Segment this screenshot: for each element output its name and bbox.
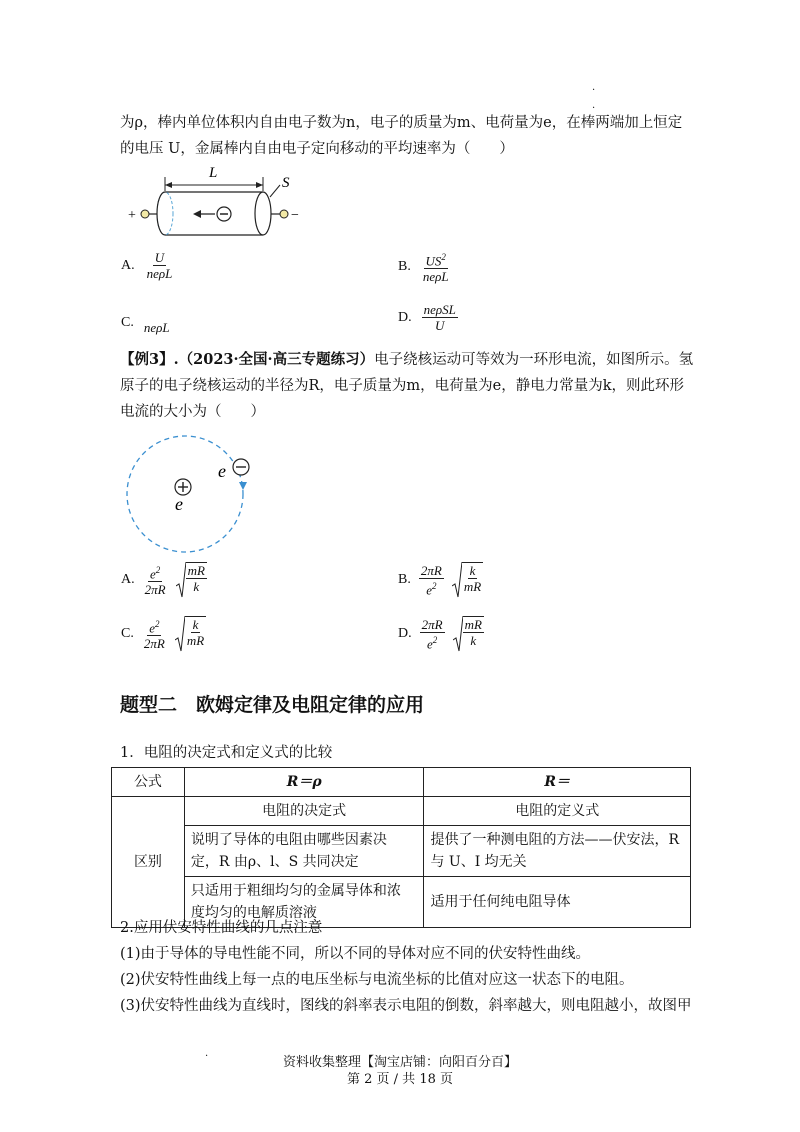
table-cell: R＝ρ — [184, 768, 424, 797]
footer-dot: . — [205, 1048, 209, 1059]
footer-source: 资料收集整理【淘宝店铺：向阳百分百】 — [282, 1055, 517, 1070]
q2-line1: 为ρ，棒内单位体积内自由电子数为n，电子的质量为m、电荷量为e，在棒两端加上恒定 — [120, 115, 683, 131]
q3-option-c: C. $\frac{e^2}{2\pi R}$ $\frac{k}{mR}$ — [121, 617, 205, 652]
q2-option-d: D. $\frac{\text{neρSL}}{U}$ — [398, 302, 456, 333]
q2-option-a: A. $\frac{U}{\text{neρL}}$ — [121, 250, 173, 281]
q3-source: （2023·全国·高三专题练习） — [178, 351, 375, 368]
header-dot: . — [592, 82, 596, 93]
area-label: S — [282, 175, 290, 191]
q3-tag: 【例3】. — [120, 351, 179, 368]
section-title: 题型二 欧姆定律及电阻定律的应用 — [120, 694, 425, 716]
table-cell: 适用于任何纯电阻导体 — [424, 877, 691, 928]
length-label: L — [209, 165, 218, 181]
header-dot: . — [592, 100, 596, 111]
minus-terminal-label: − — [291, 208, 299, 223]
page-number: 第 2 页 / 共 18 页 — [347, 1072, 453, 1087]
q2-option-c: C. neρL — [121, 315, 170, 335]
resistance-comparison-table — [111, 767, 691, 928]
electron-orbit-figure — [115, 432, 265, 562]
table-row — [112, 797, 691, 826]
q3-option-d: D. $\frac{2\pi R}{e^2}$ $\frac{mR}{k}$ — [398, 616, 482, 652]
section-item1: 1．电阻的决定式和定义式的比较 — [120, 745, 333, 761]
table-row — [112, 826, 691, 877]
q3-line3: 电流的大小为（ ） — [120, 404, 265, 420]
table-cell: 区别 — [112, 797, 185, 928]
paragraph: (2)伏安特性曲线上每一点的电压坐标与电流坐标的比值对应这一状态下的电阻。 — [120, 972, 634, 988]
q3-line2: 原子的电子绕核运动的半径为R，电子质量为m，电荷量为e，静电力常量为k，则此环形 — [120, 378, 685, 394]
nucleus-charge-label: e — [175, 494, 183, 514]
table-row — [112, 768, 691, 797]
q2-option-b: B. $\frac{US^2}{\text{neρL}}$ — [398, 252, 449, 285]
q3-option-a: A. $\frac{e^2}{2\pi R}$ $\frac{mR}{k}$ — [121, 563, 205, 598]
metal-rod-figure — [125, 165, 305, 240]
table-cell: 只适用于粗细均匀的金属导体和浓 度均匀的电解质溶液 — [184, 877, 424, 928]
table-cell: R＝ — [424, 768, 691, 797]
paragraph: (1)由于导体的导电性能不同，所以不同的导体对应不同的伏安特性曲线。 — [120, 946, 591, 962]
section-item2: 2.应用伏安特性曲线的几点注意 — [120, 920, 323, 936]
paragraph: (3)伏安特性曲线为直线时，图线的斜率表示电阻的倒数，斜率越大，则电阻越小，故图甲 — [120, 998, 692, 1014]
table-cell: 说明了导体的电阻由哪些因素决 定，R 由ρ、l、S 共同决定 — [184, 826, 424, 877]
table-cell: 公式 — [112, 768, 185, 797]
electron-label: e — [218, 461, 226, 481]
table-cell: 提供了一种测电阻的方法——伏安法，R 与 U、I 均无关 — [424, 826, 691, 877]
q2-line2: 的电压 U，金属棒内自由电子定向移动的平均速率为（ ） — [120, 141, 514, 157]
q3-line1: 【例3】.（2023·全国·高三专题练习）电子绕核运动可等效为一环形电流，如图所示。氢 — [120, 351, 694, 368]
plus-terminal-label: + — [128, 208, 136, 223]
table-cell: 电阻的定义式 — [424, 797, 691, 826]
table-cell: 电阻的决定式 — [184, 797, 424, 826]
q3-option-b: B. $\frac{2\pi R}{e^2}$ $\frac{k}{mR}$ — [398, 562, 482, 598]
